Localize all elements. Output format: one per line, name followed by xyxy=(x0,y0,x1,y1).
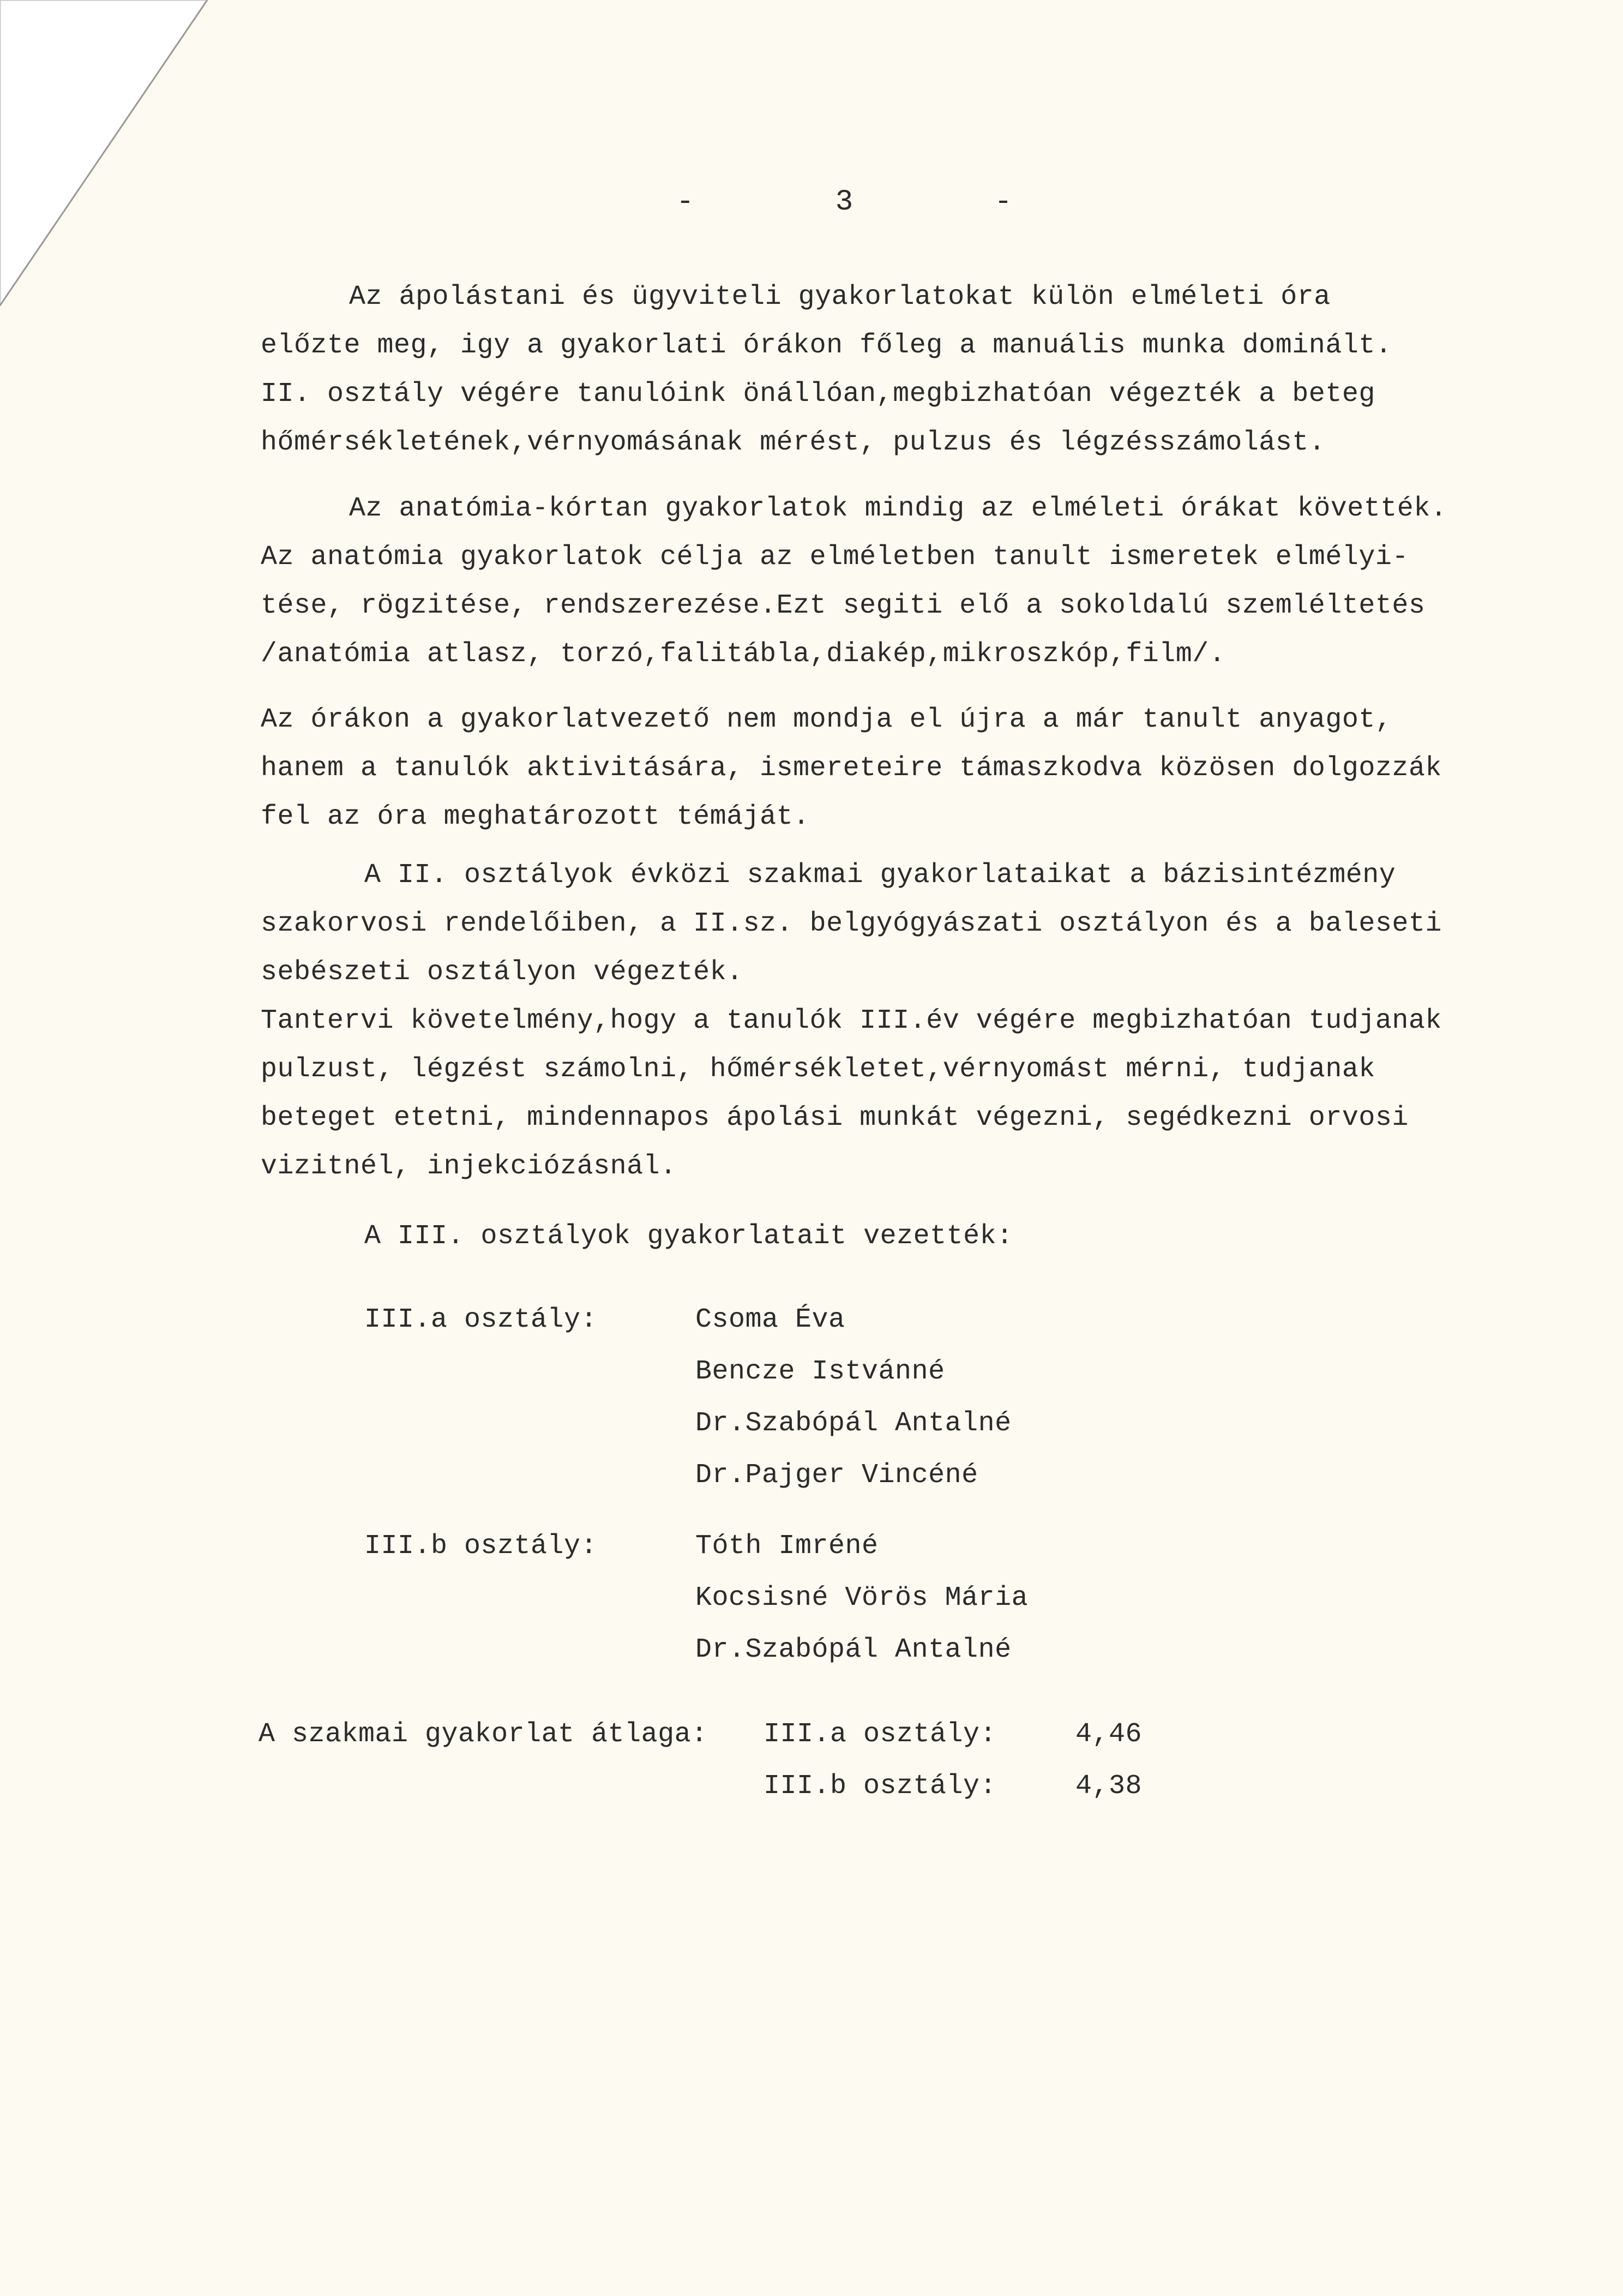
text-line: Az anatómia gyakorlatok célja az elméletben tanult ismeretek elmélyi- xyxy=(261,542,1409,573)
text-line: /anatómia atlasz, torzó,falitábla,diakép,mikroszkóp,film/. xyxy=(261,639,1226,670)
class-label: III.b osztály: xyxy=(364,1531,598,1562)
text-line: szakorvosi rendelőiben, a II.sz. belgyógyászati osztályon és a baleseti xyxy=(261,908,1442,939)
text-line: hőmérsékletének,vérnyomásának mérést, pulzus és légzésszámolást. xyxy=(261,427,1326,458)
folded-corner xyxy=(0,0,229,338)
teacher-name: Csoma Éva xyxy=(695,1304,845,1335)
text-line: II. osztály végére tanulóink önállóan,megbizhatóan végezték a beteg xyxy=(261,379,1375,410)
average-class: III.a osztály: xyxy=(764,1719,997,1750)
text-line: beteget etetni, mindennapos ápolási munkát végezni, segédkezni orvosi xyxy=(261,1102,1409,1134)
class-label: III.a osztály: xyxy=(364,1304,598,1335)
text-line: előzte meg, igy a gyakorlati órákon főleg a manuális munka dominált. xyxy=(261,330,1392,361)
text-line: vizitnél, injekciózásnál. xyxy=(261,1151,677,1182)
page-number: - 3 - xyxy=(676,185,1012,219)
teacher-name: Tóth Imréné xyxy=(695,1531,879,1562)
teacher-name: Dr.Szabópál Antalné xyxy=(695,1634,1012,1665)
text-line: Az órákon a gyakorlatvezető nem mondja el újra a már tanult anyagot, xyxy=(261,704,1392,735)
average-class: III.b osztály: xyxy=(764,1771,997,1802)
section-heading: A III. osztályok gyakorlatait vezették: xyxy=(364,1221,1013,1252)
text-line: Tantervi követelmény,hogy a tanulók III.év végére megbizhatóan tudjanak xyxy=(261,1005,1442,1036)
text-line: fel az óra meghatározott témáját. xyxy=(261,801,810,832)
teacher-name: Dr.Pajger Vincéné xyxy=(695,1460,978,1491)
text-line: pulzust, légzést számolni, hőmérsékletet,vérnyomást mérni, tudjanak xyxy=(261,1054,1375,1085)
average-value: 4,38 xyxy=(1075,1771,1143,1802)
average-label: A szakmai gyakorlat átlaga: xyxy=(259,1719,708,1750)
teacher-name: Dr.Szabópál Antalné xyxy=(695,1408,1012,1439)
average-value: 4,46 xyxy=(1075,1719,1143,1750)
text-line: tése, rögzitése, rendszerezése.Ezt segiti elő a sokoldalú szemléltetés xyxy=(261,590,1426,621)
text-line: Az ápolástani és ügyviteli gyakorlatokat külön elméleti óra xyxy=(349,281,1331,313)
teacher-name: Bencze Istvánné xyxy=(695,1356,945,1387)
text-line: hanem a tanulók aktivitására, ismereteire támaszkodva közösen dolgozzák xyxy=(261,753,1442,784)
text-line: Az anatómia-kórtan gyakorlatok mindig az elméleti órákat követték. xyxy=(349,493,1447,524)
text-line: A II. osztályok évközi szakmai gyakorlataikat a bázisintézmény xyxy=(364,860,1396,891)
text-line: sebészeti osztályon végezték. xyxy=(261,957,743,988)
teacher-name: Kocsisné Vörös Mária xyxy=(695,1582,1029,1614)
